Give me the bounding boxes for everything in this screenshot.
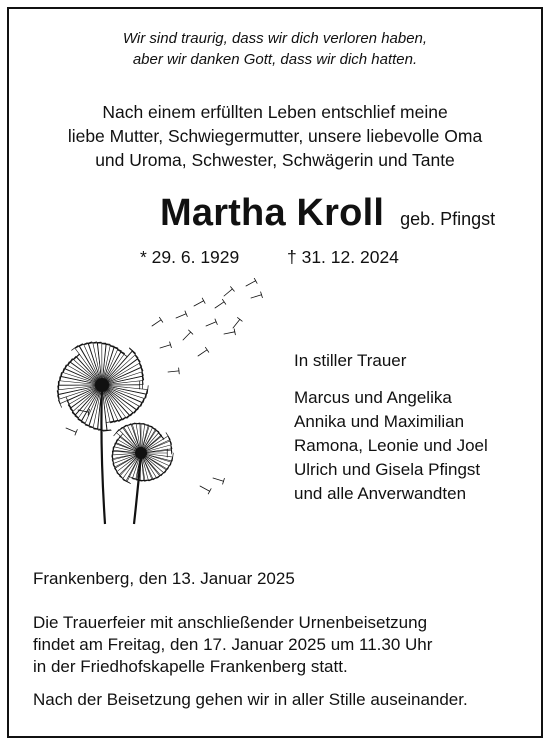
mourners-list — [294, 386, 488, 506]
service-info — [33, 612, 432, 678]
maiden-name: geb. Pfingst — [400, 209, 496, 229]
intro-text — [0, 100, 550, 172]
place-date: Frankenberg, den 13. Januar 2025 — [33, 569, 295, 588]
verse — [0, 28, 550, 70]
intro-line-1: Nach einem erfüllten Leben entschlief meine — [102, 102, 448, 122]
small-dandelion-center — [135, 447, 147, 459]
dandelion-icon — [48, 278, 273, 528]
mourner-line: Ramona, Leonie und Joel — [294, 436, 488, 455]
intro-line-2: liebe Mutter, Schwiegermutter, unsere liebevolle Oma — [67, 126, 483, 146]
verse-line-1: Wir sind traurig, dass wir dich verloren haben, — [122, 30, 428, 47]
mourner-line: Marcus und Angelika — [294, 388, 452, 407]
mourning-heading: In stiller Trauer — [294, 351, 407, 370]
verse-line-2: aber wir danken Gott, dass wir dich hatten. — [132, 51, 418, 68]
service-line-2: findet am Freitag, den 17. Januar 2025 um 11.30 Uhr — [33, 635, 433, 654]
mourner-line: und alle Anverwandten — [294, 484, 467, 503]
closing-note: Nach der Beisetzung gehen wir in aller Stille auseinander. — [33, 690, 468, 709]
deceased-name-row — [160, 192, 495, 235]
mourner-line: Ulrich und Gisela Pfingst — [294, 460, 481, 479]
birth-date: * 29. 6. 1929 — [140, 247, 240, 267]
service-line-1: Die Trauerfeier mit anschließender Urnenbeisetzung — [33, 613, 428, 632]
mourner-line: Annika und Maximilian — [294, 412, 465, 431]
death-date: † 31. 12. 2024 — [287, 247, 399, 267]
service-line-3: in der Friedhofskapelle Frankenberg statt. — [33, 657, 348, 676]
deceased-name: Martha Kroll — [160, 192, 385, 234]
big-dandelion-center — [95, 378, 109, 392]
intro-line-3: und Uroma, Schwester, Schwägerin und Tante — [95, 150, 455, 170]
